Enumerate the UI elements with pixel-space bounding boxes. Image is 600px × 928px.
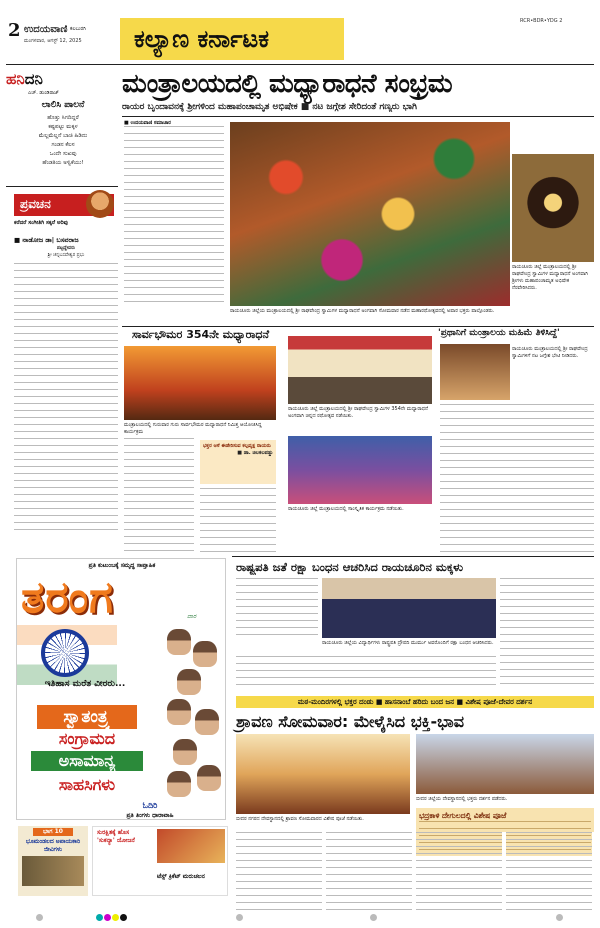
shrine-photo	[512, 154, 594, 262]
right-story-caption: ರಾಯಚೂರು ಮಂತ್ರಾಲಯದಲ್ಲಿ ಶ್ರೀ ರಾಘವೇಂದ್ರ ಸ್ವಾಮಿಗಳಿಗೆ ನಟ ಜಗ್ಗೇಶ ಭೇಟಿ ನೀಡಿದರು.	[512, 346, 588, 359]
shravana-photo-right	[416, 734, 594, 794]
header-rule	[6, 64, 594, 65]
poem-line: ಗಂಡನ ಕೆಲಸ	[51, 142, 75, 148]
masthead	[8, 20, 120, 64]
saarvabhauma-headline: ಸಾರ್ವಭೌಮರ 354ನೇ ಮಧ್ಯಾರಾಧನೆ	[132, 328, 270, 341]
main-photo-caption: ರಾಯಚೂರು ಜಿಲ್ಲೆಯ ಮಂತ್ರಾಲಯದಲ್ಲಿ ಶ್ರೀ ರಾಘವೇಂದ್ರ ಸ್ವಾಮಿಗಳ ಮಧ್ಯಾರಾಧನೆ ಅಂಗವಾಗಿ ಸೋಮವಾರ ನಡೆದ ಮಹಾರಥೋತ್ಸವದಲ್ಲಿ ಅಪಾರ ಭಕ್ತರು ಪಾಲ್ಗೊಂಡರು.	[230, 308, 495, 314]
raksha-caption: ರಾಯಚೂರು ಜಿಲ್ಲೆಯ ವಿದ್ಯಾರ್ಥಿಗಳು ರಾಷ್ಟ್ರಪತಿ ದ್ರೌಪದಿ ಮುರ್ಮು ಅವರೊಂದಿಗೆ ರಕ್ಷಾ ಬಂಧನ ಆಚರಿಸಿದರು.	[322, 640, 494, 646]
saarvabhauma-body-2	[200, 488, 276, 556]
mini-ad-title: ಭೂಮಂಡಲದ ಅಪಾಯಕಾರಿ ಜೀವಿಗಳು	[25, 838, 81, 853]
mini-ad-left[interactable]	[18, 826, 88, 896]
freedom-fighter-portrait	[177, 669, 201, 695]
article-author: ■ ನಾಡೋಜ ಡಾ| ಬಸವರಾಜ	[14, 236, 79, 244]
ad-line-3: ಸಂಗ್ರಾಮದ	[58, 729, 116, 748]
poem-title: ಲಾಲಿಸಿ ಪಾಲನೆ	[41, 100, 85, 110]
shravana-photo-left	[236, 734, 410, 814]
mini-ad-tag: ಭಾಗ 10	[33, 828, 73, 836]
speaker-portrait	[86, 190, 114, 218]
mini-ad-photo	[157, 829, 225, 863]
ashoka-chakra-icon	[41, 629, 89, 677]
hanidani-author: ಎಚ್. ಡುಂಡಿರಾಜ್	[28, 90, 59, 96]
pull-quote-box	[200, 440, 276, 484]
shravana-ribbon: ಮಠ-ಮಂದಿರಗಳಲ್ಲಿ ಭಕ್ತರ ದಂಡು ■ ಹಾಸನಾಂಬೆ ಹರಿದು ಬಂದ ಜನ ■ ವಿಶೇಷ ಪೂಜೆ-ದೇವರ ದರ್ಶನ	[236, 696, 594, 708]
pravachana-subtitle: ಕರೆದರೆ ಸಂಗೀತಿಗಿ ಸಕ್ಕರೆ ಅರಿವು	[14, 220, 68, 226]
main-byline: ■ ಉದಯವಾಣಿ ಸಮಾಚಾರ	[124, 120, 171, 126]
hanidani-column	[6, 70, 120, 168]
bhadrakali-title: ಭದ್ರಕಾಳಿ ದೇಗುಲದಲ್ಲಿ ವಿಶೇಷ ಪೂಜೆ	[419, 811, 507, 820]
right-story-headline: 'ಪ್ರಥಾನಿಗೆ ಮಂತ್ರಾಲಯ ಮಹಿಮೆ ತಿಳಿಸಿದ್ದೆ'	[438, 328, 560, 338]
shravana-caption-left: ಬೀದರ ನಗರದ ದೇವಸ್ಥಾನದಲ್ಲಿ ಶ್ರಾವಣ ಸೋಮವಾರದ ವಿಶೇಷ ಪೂಜೆ ನಡೆಯಿತು.	[236, 816, 364, 822]
raksha-body-2	[500, 578, 594, 690]
poem-line: ಹೊತ್ತು ಸಿಗದಿದ್ದರೆ	[47, 115, 79, 121]
ad-title: ತರಂಗ	[21, 572, 114, 623]
poem-line: ಕಷ್ಟಪಟ್ಟು ಮಕ್ಕಳ	[48, 124, 78, 130]
raksha-body	[236, 578, 318, 638]
taranga-ad[interactable]	[16, 558, 226, 820]
poem-line: ಒಂದೇ ಸುಖವು	[49, 151, 77, 157]
section-rule	[122, 326, 594, 327]
shravana-body	[236, 832, 594, 910]
section-title: ಕಲ್ಯಾಣ ಕರ್ನಾಟಕ	[120, 18, 344, 60]
column-rule	[6, 186, 118, 187]
hanidani-title	[6, 70, 120, 88]
cultural-photo	[288, 436, 432, 504]
freedom-fighter-portrait	[167, 771, 191, 797]
saarvabhauma-photo	[124, 346, 276, 420]
freedom-fighter-portrait	[197, 765, 221, 791]
chariot-caption: ರಾಯಚೂರು ಜಿಲ್ಲೆ ಮಂತ್ರಾಲಯದಲ್ಲಿ ಶ್ರೀ ರಾಘವೇಂದ್ರ ಸ್ವಾಮಿಗಳ 354ನೇ ಮಧ್ಯಾರಾಧನೆ ಅಂಗವಾಗಿ ಚಿನ್ನದ ರಥೋತ್ಸವ ನಡೆಯಿತು.	[288, 406, 428, 419]
section-rule-2	[232, 556, 594, 557]
pravachana-label: ಪ್ರವಚನ	[14, 194, 114, 216]
shravana-headline: ಶ್ರಾವಣ ಸೋಮವಾರ: ಮೇಳೈಸಿದ ಭಕ್ತಿ-ಭಾವ	[236, 712, 464, 731]
cultural-caption: ರಾಯಚೂರು ಜಿಲ್ಲೆ ಮಂತ್ರಾಲಯದಲ್ಲಿ ಸಾಂಸ್ಕೃತಿಕ ಕಾರ್ಯಕ್ರಮ ನಡೆಯಿತು.	[288, 506, 404, 512]
students-photo	[322, 578, 496, 638]
mini-ad-right[interactable]	[92, 826, 228, 896]
jaggesh-photo	[440, 344, 510, 400]
ad-line-1: ಇತಿಹಾಸ ಮರೆತ ವೀರರು...	[44, 679, 126, 689]
saarvabhauma-caption: ಮಂತ್ರಾಲಯದಲ್ಲಿ ಗುರುವಾರ ಗುರು ಸಾರ್ವಭೌಮರ ಮಧ್ಯಾರಾಧನೆ ನಿಮಿತ್ತ ಆಯೋಜಿಸಿದ್ದ ಕಾರ್ಯಕ್ರಮ	[124, 422, 262, 435]
freedom-fighter-portrait	[167, 629, 191, 655]
registration-dot	[370, 914, 377, 921]
chariot-photo	[288, 336, 432, 404]
registration-dot	[112, 914, 119, 921]
issue-date: ಮಂಗಳವಾರ, ಆಗಸ್ಟ್ 12, 2025	[24, 38, 82, 44]
freedom-fighter-portrait	[167, 699, 191, 725]
ad-line-6: ಓದಿರಿ	[142, 801, 158, 810]
registration-dot	[120, 914, 127, 921]
main-headline: ಮಂತ್ರಾಲಯದಲ್ಲಿ ಮಧ್ಯಾರಾಧನೆ ಸಂಭ್ರಮ	[122, 69, 453, 99]
poem-line: ಮೆಲ್ಲಮೆಲ್ಲನೆ ಬಾಚಿ ಹಿಡಿದು	[38, 133, 88, 139]
registration-dot	[236, 914, 243, 921]
main-story-text	[124, 120, 224, 306]
freedom-fighter-portrait	[193, 641, 217, 667]
raksha-headline: ರಾಷ್ಟ್ರಪತಿ ಜತೆ ರಕ್ಷಾ ಬಂಧನ ಆಚರಿಸಿದ ರಾಯಚೂರಿನ ಮಕ್ಕಳು	[236, 560, 463, 574]
pull-quote: ಭಕ್ತರ ಆಸೆ ಈಡೇರಿಸುವ ಕಲ್ಪವೃಕ್ಷ ರಾಯರು	[203, 443, 271, 449]
freedom-fighter-portrait	[173, 739, 197, 765]
animal-photo	[22, 856, 84, 886]
mini-ad-right-title: ಸುರಕ್ಷಿತಕ್ಕೆ ಹೊಸ 'ಸುಕನ್ಯಾ' ಯೋಜನೆ	[97, 829, 135, 844]
hanidani-title-b: ದನಿ	[24, 70, 43, 88]
print-registration-marks	[0, 914, 600, 924]
ad-tagline: ಪ್ರತಿ ಕುಟುಂಬಕ್ಕೆ ಸಮೃದ್ಧ ಸಾಪ್ತಾಹಿಕ	[88, 562, 156, 569]
edition-code: RCR•BDR•YDG 2	[520, 18, 563, 24]
pull-quote-author: ■ ಡಾ. ಚಿಲಕಲಪಡ್ಡು	[237, 450, 273, 456]
poem	[6, 114, 120, 168]
shravana-caption-right: ಬೀದರ ಜಿಲ್ಲೆಯ ದೇವಸ್ಥಾನದಲ್ಲಿ ಭಕ್ತರು ದರ್ಶನ ಪಡೆದರು.	[416, 796, 508, 802]
ad-line-7: ಪ್ರತಿ ತಿಂಗಳು ಧಾರಾವಾಹಿ	[126, 812, 174, 819]
registration-dot	[36, 914, 43, 921]
article-author-line: ಶ್ರೀ ಚನ್ನಬಸವೇಶ್ವರ ಪ್ರಭು	[47, 253, 85, 258]
main-subhead: ರಾಯರ ಬೃಂದಾವನಕ್ಕೆ ಶ್ರೀಗಳಿಂದ ಮಹಾಪಂಚಾಮೃತ ಅಭಿಷೇಕ ■ ನಟ ಜಗ್ಗೇಶ ಸೇರಿದಂತೆ ಗಣ್ಯರು ಭಾಗಿ	[122, 102, 417, 112]
registration-dot	[104, 914, 111, 921]
main-body	[124, 126, 224, 306]
raksha-body-3	[236, 656, 496, 690]
article-author-line: ಪಟ್ಟದ್ದೇವರು	[56, 246, 75, 251]
freedom-fighter-portrait	[195, 709, 219, 735]
ad-weekly: ವಾರ	[187, 613, 197, 620]
pravachana-article	[14, 236, 118, 533]
ad-line-4: ಅಸಾಮಾನ್ಯ	[31, 751, 143, 771]
hanidani-title-a: ಹನಿ	[6, 70, 25, 88]
registration-dot	[556, 914, 563, 921]
main-photo-crowd	[230, 122, 510, 306]
right-story-body	[440, 404, 594, 554]
headline-rule	[122, 116, 594, 117]
poem-line: ಹೆಂಡತಿಯ ಅಳ್ವಿಕೆಯು!	[42, 160, 84, 166]
ad-line-2: ಸ್ವಾತಂತ್ರ್ಯ	[37, 705, 137, 729]
mini-ad-right-sub: ಟೆಸ್ಟ್ ಕ್ರಿಕೆಟ್ ಮರುಚಲನ	[157, 873, 205, 880]
ad-line-5: ಸಾಹಸಿಗಳು	[58, 775, 116, 794]
article-body	[14, 263, 118, 533]
saarvabhauma-body	[124, 438, 194, 556]
brand-name: ಉದಯವಾಣಿ	[24, 24, 68, 35]
page-number: 2	[8, 20, 21, 41]
shrine-caption: ರಾಯಚೂರು ಜಿಲ್ಲೆ ಮಂತ್ರಾಲಯದಲ್ಲಿ ಶ್ರೀ ರಾಘವೇಂದ್ರ ಸ್ವಾಮಿಗಳ ಮಧ್ಯಾರಾಧನೆ ಅಂಗವಾಗಿ ಶ್ರೀಗಳು ಮಹಾಪಂಚಾಮೃತ ಅಭಿಷೇಕ ನೆರವೇರಿಸಿದರು.	[512, 264, 588, 291]
edition-city: ಕಲಬುರಗಿ	[70, 26, 86, 32]
registration-dot	[96, 914, 103, 921]
